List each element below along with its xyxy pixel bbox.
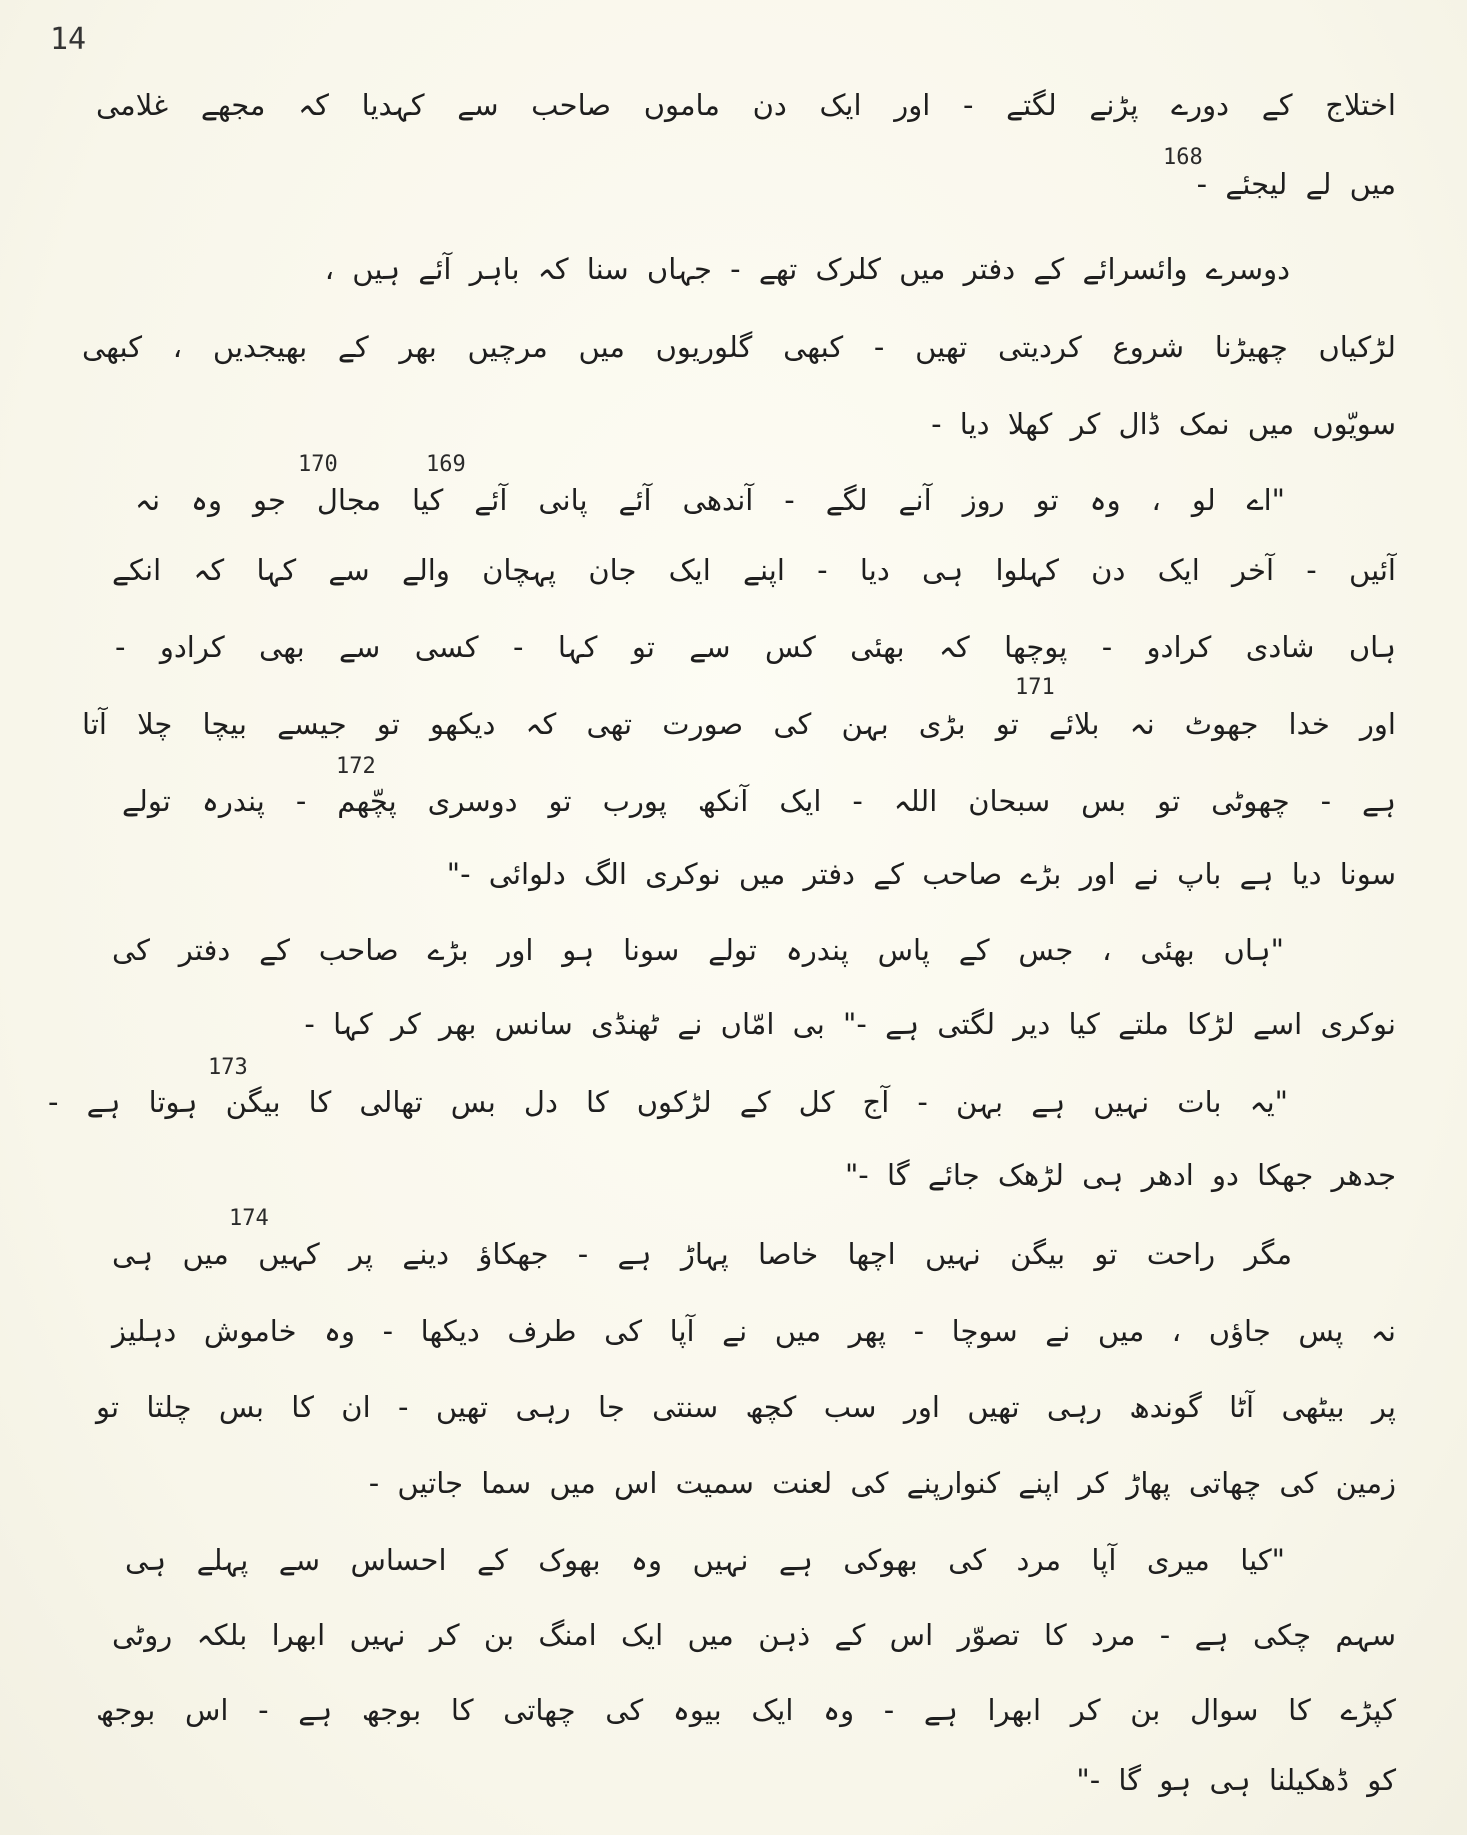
text-line: آئیں - آخر ایک دن کہلوا ہی دیا - اپنے ایک جان پہچان والے سے کہا کہ انکے	[112, 553, 1396, 587]
text-line: میں لے لیجئے -	[1196, 167, 1396, 201]
text-line: دوسرے وائسرائے کے دفتر میں کلرک تھے - جہاں سنا کہ باہر آئے ہیں ،	[324, 252, 1290, 286]
text-line: سونا دیا ہے باپ نے اور بڑے صاحب کے دفتر میں نوکری الگ دلوائی -"	[446, 857, 1396, 891]
text-line: سویّوں میں نمک ڈال کر کھلا دیا -	[931, 407, 1396, 441]
text-line: مگر راحت تو بیگن نہیں اچھا خاصا پہاڑ ہے - جھکاؤ دینے پر کہیں میں ہی	[112, 1237, 1292, 1271]
text-line: لڑکیاں چھیڑنا شروع کردیتی تھیں - کبھی گلوریوں میں مرچیں بھر کے بھیجدیں ، کبھی	[82, 330, 1396, 364]
footnote-marker: 172	[336, 754, 376, 779]
text-line: "کیا میری آپا مرد کی بھوکی ہے نہیں وہ بھوک کے احساس سے پہلے ہی	[125, 1543, 1285, 1577]
page-number: 14	[50, 22, 87, 57]
footnote-marker: 174	[229, 1206, 269, 1231]
footnote-marker: 170	[298, 452, 338, 477]
text-line: "اے لو ، وہ تو روز آنے لگے - آندھی آئے پانی آئے کیا مجال جو وہ نہ	[135, 483, 1285, 517]
text-line: "ہاں بھئی ، جس کے پاس پندرہ تولے سونا ہو اور بڑے صاحب کے دفتر کی	[112, 933, 1284, 967]
footnote-marker: 171	[1015, 675, 1055, 700]
text-line: اور خدا جھوٹ نہ بلائے تو بڑی بہن کی صورت تھی کہ دیکھو تو جیسے بیچا چلا آتا	[82, 707, 1396, 741]
text-line: نوکری اسے لڑکا ملتے کیا دیر لگتی ہے -" بی امّاں نے ٹھنڈی سانس بھر کر کہا -	[304, 1007, 1396, 1041]
text-line: نہ پس جاؤں ، میں نے سوچا - پھر میں نے آپا کی طرف دیکھا - وہ خاموش دہلیز	[112, 1314, 1396, 1348]
text-line: ہاں شادی کرادو - پوچھا کہ بھئی کس سے تو کہا - کسی سے بھی کرادو -	[115, 630, 1396, 664]
text-line: ہے - چھوٹی تو بس سبحان اللہ - ایک آنکھ پورب تو دوسری پچّھم - پندرہ تولے	[122, 784, 1396, 818]
footnote-marker: 169	[426, 452, 466, 477]
text-line: کو ڈھکیلنا ہی ہو گا -"	[1076, 1763, 1396, 1797]
text-line: اختلاج کے دورے پڑنے لگتے - اور ایک دن ماموں صاحب سے کہدیا کہ مجھے غلامی	[96, 88, 1396, 122]
text-line: پر بیٹھی آٹا گوندھ رہی تھیں اور سب کچھ سنتی جا رہی تھیں - ان کا بس چلتا تو	[96, 1390, 1396, 1424]
text-line: کپڑے کا سوال بن کر ابھرا ہے - وہ ایک بیوہ کی چھاتی کا بوجھ ہے - اس بوجھ	[96, 1693, 1396, 1727]
text-line: "یہ بات نہیں ہے بہن - آج کل کے لڑکوں کا دل بس تھالی کا بیگن ہوتا ہے -	[48, 1085, 1288, 1119]
footnote-marker: 173	[208, 1055, 248, 1080]
footnote-marker: 168	[1163, 145, 1203, 170]
text-line: جدھر جھکا دو ادھر ہی لڑھک جائے گا -"	[844, 1158, 1396, 1192]
text-line: زمین کی چھاتی پھاڑ کر اپنے کنوارپنے کی لعنت سمیت اس میں سما جاتیں -	[368, 1466, 1396, 1500]
text-line: سہم چکی ہے - مرد کا تصوّر اس کے ذہن میں ایک امنگ بن کر نہیں ابھرا بلکہ روٹی	[112, 1618, 1396, 1652]
